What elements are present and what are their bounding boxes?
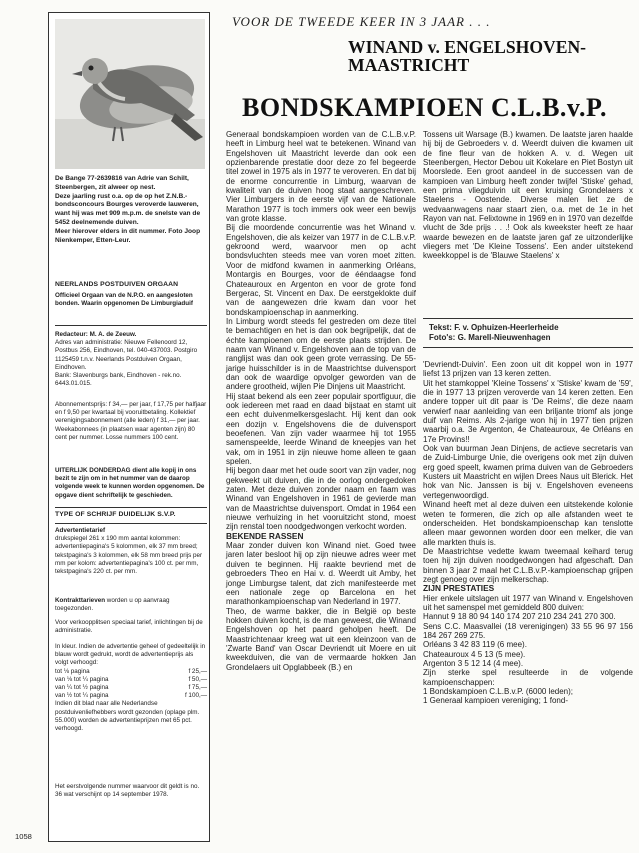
title-line: MAASTRICHT: [348, 55, 470, 75]
subscription-text: Abonnementsprijs: f 34,— per jaar, f 17,75 per halfjaar en f 9,50 per kwartaal bij vooruitbetaling. Kollektief verenigingsabonnement (alle leden) f 31,— per jaar. Weekabonnees (in plaatsen waar agenten zijn) 80 cent per nummer. Losse nummers 100 cent.: [55, 401, 207, 441]
rate-size: van ¼ tot ½ pagina: [55, 684, 109, 692]
result-line: 1 Bondskampioen C.L.B.v.P. (6000 leden);: [423, 687, 574, 697]
divider: [55, 325, 207, 326]
article-column-2-top: [423, 130, 633, 261]
ad-rates-text: drukspiegel 261 x 190 mm aantal kolommen: advertentiepagina's 5 kolommen, elk 37 mm breed; tekstpagina's 3 kolommen, elk 58 mm breed prijs per mm per kolom: advertentiepagina's 100 ct. per mm, tekstpagina's 220 ct. per mm.: [55, 535, 203, 576]
divider: [55, 507, 207, 508]
color-rates-table: [55, 668, 207, 701]
page-number: 1058: [15, 832, 32, 841]
ad-rates-block: [55, 527, 207, 576]
contract-text: worden u op aanvraag toegezonden.: [55, 597, 170, 613]
paragraph: Uit het stamkoppel 'Kleine Tossens' x 'Stiske' kwam de '59', die in 1977 13 prijzen veroverde van 14 keren zetten. Een andere topper uit dit paar is 'De Reims', die deze naam verwierf naar aanleiding van een briljante triomf als jonge duif van Reims. Als 2-jarige won hij in 1977 tien prijzen waarbij o.a. 3e Argenton, 4e Chateauroux, 4e Orléans en 17e Provins!!: [423, 378, 633, 444]
contract-title: Kontrakttarieven: [55, 597, 106, 604]
placement-text: Voor verkoopplitsen speciaal tarief, inlichtingen bij de administratie.: [55, 619, 203, 635]
text-credit: Tekst: F. v. Ophuizen-Heerlerheide: [429, 323, 559, 332]
deadline-block: [55, 467, 207, 500]
result-line: 1 Generaal kampioen vereniging; 1 fond-: [423, 696, 568, 706]
paragraph: Maar zonder duiven kon Winand niet. Goed twee jaren later besloot hij op zijn nieuwe adres weer met duiven te beginnen. Hij raakte bevriend met de gebroeders Theo en Hai v. d. Weerdt uit Amby, het jonge Limburgse talent, dat zich manifesteerde met een nationale zege op Barcelona en het marathonkampioenschap van Nederland in 1977.: [226, 541, 416, 607]
contract-block: [55, 597, 207, 613]
result-line: Orléans 3 42 83 119 (6 mee).: [423, 640, 527, 650]
rate-size: van ½ tot ¼ pagina: [55, 692, 109, 700]
result-line: Chateauroux 4 5 13 (5 mee).: [423, 649, 526, 659]
rate-size: van ⅛ tot ¼ pagina: [55, 675, 109, 683]
credit-box: [423, 318, 633, 348]
rate-price: f 100,—: [184, 692, 207, 700]
article-kicker: VOOR DE TWEEDE KEER IN 3 JAAR . . .: [232, 14, 491, 29]
ad-rates-title: Advertentietarief: [55, 527, 106, 534]
result-line: Zijn sterke spel resulteerde in de volgende kampioenschappen:: [423, 668, 633, 687]
divider: [55, 523, 207, 524]
sidebar-colophon: [48, 12, 210, 842]
bank-line: Bank: Slavenburgs bank, Eindhoven - rek.no. 6443.01.015.: [55, 372, 182, 388]
paragraph: Bij die moordende concurrentie was het Winand v. Engelshoven, die als keizer van 1977 in de C.L.B.v.P. gekroond werd, waarvoor men op acht bondsvluchten steeds mee van voren moet zitten. Voor de midfond kwamen in aanmerking Orléans, Montargis en Bourges, voor de ééndaagse fond Chateauroux en Argenton en voor de grote fond Bergerac, St. Vincent en Dax. De eerstgeklokte duif van de aangewezen drie kwam dan voor het bondskampioenschap in aanmerking.: [226, 223, 416, 317]
organ-title: NEERLANDS POSTDUIVEN ORGAAN: [55, 281, 179, 288]
pigeon-photo: [55, 19, 205, 169]
photo-credit: Foto's: G. Marell-Nieuwenhagen: [429, 333, 551, 342]
paragraph: Theo, de warme bakker, die in België op beste hokken duiven kocht, is de man geweest, die Winand Engelshoven op het paard geholpen heeft. De Maastrichtenaar kreeg wat uit een kleinzoon van de 'Zwarte Band' van Oscar Devriendt uit Moere en uit kweekduiven, die van de vermaarde hokken Jan Grondelaers uit Opglabbeek (B.) en: [226, 606, 416, 672]
title-line: WINAND v. ENGELSHOVEN-: [348, 37, 587, 57]
article-column-2-bottom: [423, 360, 633, 706]
deadline-text: UITERLIJK DONDERDAG dient alle kopij in ons bezit te zijn om in het nummer van de daarop volgende week te kunnen worden opgenomen. De opgave dient schriftelijk te geschieden.: [55, 467, 205, 499]
placement-block: [55, 619, 207, 635]
editor-block: [55, 331, 207, 388]
font-notice: [55, 511, 207, 519]
color-text: In kleur. Indien de advertentie geheel of gedeeltelijk in blauw wordt gedrukt, wordt de advertentieprijs als volgt verhoogd:: [55, 643, 206, 667]
subscription-block: [55, 401, 207, 442]
pigeon-image: [55, 19, 205, 169]
paragraph: Ook van buurman Jean Dinjens, de actieve secretaris van de Zuid-Limburge Unie, die overigens ook met zijn duiven erg goed speelt, kwamen prima duiven van de Gebroeders Kusters uit Maastricht en wijlen Drees Naus uit Blerick. Het hok van Nic. Janssen is bij v. Engelshoven eveneens vertegenwoordigd.: [423, 444, 633, 500]
result-line: Hannut 9 18 80 94 140 174 207 210 234 241 270 300.: [423, 612, 616, 622]
paragraph: Hij staat bekend als een zeer populair sportfiguur, die ook iedereen met raad en daad bijstaat en stamt uit een echt duivenmelkersgeslacht. Hij kent dan ook een dozijn v. Engelshovens die de duivensport beoefenen. Van zijn vader waarmee hij tot 1955 samenspeelde, leerde Winand de kneepjes van het vak, om in 1951 in zijn nieuwe home alleen te gaan spelen.: [226, 391, 416, 467]
paragraph: Hij begon daar met het oude soort van zijn vader, nog gekweekt uit duiven, die in de oorlog ondergedoken zaten. Met deze duiven zonder naam en faam was Winand van Engelshoven in 1961 de gevierde man van de Maastrichtse duivensport. Omdat in 1964 een nieuwe verhuizing in het vooruitzicht stond, moest zijn renstal toen noodgedwongen verkocht worden.: [226, 466, 416, 532]
article-headline: BONDSKAMPIOEN C.L.B.v.P.: [242, 93, 607, 122]
paragraph: Hier enkele uitslagen uit 1977 van Winand v. Engelshoven uit het samenspel met gemiddeld 800 duiven:: [423, 593, 633, 612]
article-title: [348, 38, 628, 74]
editor-line: Redacteur: M. A. de Zeeuw.: [55, 331, 137, 338]
validity-text: Het eerstvolgende nummer waarvoor dit geldt is no. 36 wat verschijnt op 14 september 1978.: [55, 783, 200, 799]
section-heading: ZIJN PRESTATIES: [423, 583, 495, 594]
section-heading: BEKENDE RASSEN: [226, 530, 304, 541]
validity-block: [55, 783, 207, 799]
color-block: [55, 643, 207, 733]
font-notice-text: TYPE OF SCHRIJF DUIDELIJK S.V.P.: [55, 511, 176, 518]
caption-line: Meer hierover elders in dit nummer. Foto Joop Nienkemper, Etten-Leur.: [55, 227, 201, 244]
paragraph: Tossens uit Warsage (B.) kwamen. De laatste jaren haalde hij bij de Gebroeders v. d. Weerdt duiven die kwamen uit de fine fleur van de hokken A. v. d. Wegen uit Steenbergen, Hector Debou uit Kokelare en Piet Bostyn uit Moorslede. Een groot aandeel in de successen van de kampioen van Limburg heeft zonder twijfel 'Stiske' gehad, een prima vliegduivin uit een kruising Grondelaers x Staelens - Oostende. Diverse malen liet ze de wedvaanwagens naar staart zien, o.a. met de 1e in het Rayon van nat. Felixtowne in 1969 en in 1970 van dezelfde vlucht de 3de prijs . . .! Ook als kweekster heeft ze haar waarde bewezen en de laatste jaren gaf ze uitzonderlijke vliegers met 'De Kleine Tossens'. Een ander uitstekend kweekkoppel is de 'Blauwe Staelens' x: [423, 130, 633, 261]
paragraph: Winand heeft met al deze duiven een uitstekende kolonie weten te formeren, die zich op alle afstanden weet te onderscheiden. Het bondskampioenschap kan tenslotte alleen maar gewonnen worden door een melker, die van alle markten thuis is.: [423, 500, 633, 547]
rate-size: tot ⅛ pagina: [55, 667, 90, 675]
paragraph: In Limburg wordt steeds fel gestreden om deze titel te bemachtigen en het is dan ook begrijpelijk, dat de échte kampioenen om de eerste plaats strijden. De naam van Winand v. Engelshoven aan de top van de ranglijst was dan ook geen grote verrassing. De 55-jarige huisschilder is in de Maastrichtse duivensport dan ook de waardige opvolger geworden van de andere grootheid, wijlen Pie Dinjens uit Maastricht.: [226, 316, 416, 392]
caption-line: Deze jaarling rust o.a. op de op het Z.N.B.-bondsconcours Bourges veroverde lauweren, want hij was met 909 m.p.m. de snelste van de 5452 deelnemende duiven.: [55, 192, 201, 226]
rate-price: f 50,—: [188, 675, 207, 683]
paragraph: 'Devriendt-Duivin'. Een zoon uit dit koppel won in 1977 liefst 13 prijzen van 13 keren zetten.: [423, 360, 633, 379]
circulation-text: Indien dit blad naar alle Nederlandse postduivenliefhebbers wordt gezonden (oplage plm. 55.000) worden de advertentieprijzen met 65 pct. verhoogd.: [55, 700, 200, 733]
paragraph: De Maastrichtse vedette kwam tweemaal keihard terug toen hij zijn duiven noodgedwongen had afgeschaft. Dan binnen 3 jaar 2 maal het C.L.B.v.P.-kampioenschap grijpen zegt genoeg over zijn melkerschap.: [423, 546, 633, 584]
article-column-1: [226, 130, 416, 672]
organ-block: [55, 281, 207, 309]
caption-line: De Bange 77-2639816 van Adrie van Schilt, Steenbergen, zit alweer op nest.: [55, 175, 189, 191]
rate-price: f 75,—: [188, 684, 207, 692]
rate-price: f 25,—: [188, 667, 207, 675]
result-line: Argenton 3 5 12 14 (4 mee).: [423, 659, 524, 668]
paragraph: Generaal bondskampioen worden van de C.L.B.v.P. heeft in Limburg heel wat te betekenen. Winand van Engelshoven uit Maastricht leverde dan ook een opzienbarende prestatie door deze zo fel begeerde titel zowel in 1975 als in 1977 te veroveren. En dat bij de enorme concurrentie in Limburg, waarvan de kwaliteit van de duiven hoog staat aangeschreven. Vier Limburgers in de eerste vijf van de Nationale Marathon 1977 is toch immers ook weer een bewijs van grote klasse.: [226, 130, 416, 224]
address-line: Adres van administratie: Nieuwe Fellenoord 12, Postbus 256, Eindhoven, tel. 040-437003. Postgiro 1125459 t.n.v. Neerlands Postduiven Orgaan, Eindhoven.: [55, 339, 198, 371]
result-line: Sens C.C. Maasvallei (18 verenigingen) 33 55 96 97 156 184 267 269 275.: [423, 621, 633, 640]
photo-caption: [55, 175, 207, 245]
organ-subtitle: Officieel Orgaan van de N.P.O. en aangesloten bonden. Waarin opgenomen De Limburgiaduif: [55, 292, 193, 308]
